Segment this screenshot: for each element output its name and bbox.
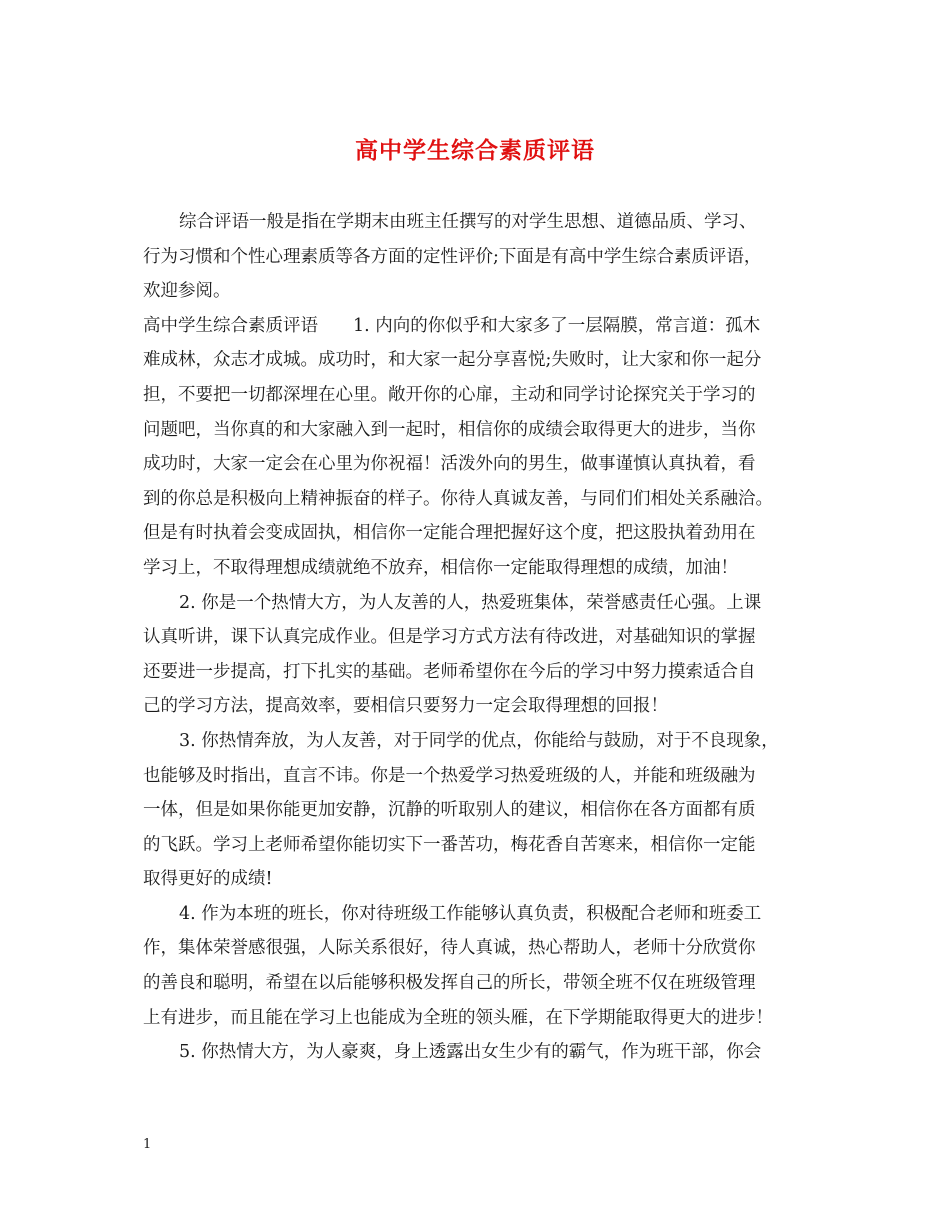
body-line: 作，集体荣誉感很强，人际关系很好，待人真诚，热心帮助人，老师十分欣赏你 bbox=[143, 938, 756, 959]
page-number: 1 bbox=[143, 1137, 152, 1152]
body-line: 综合评语一般是指在学期末由班主任撰写的对学生思想、道德品质、学习、 bbox=[179, 212, 757, 232]
body-line: 2. 你是一个热情大方，为人友善的人，热爱班集体，荣誉感责任心强。上课 bbox=[179, 592, 762, 613]
body-line: 己的学习方法，提高效率，要相信只要努力一定会取得理想的回报！ bbox=[143, 696, 668, 717]
body-line: 行为习惯和个性心理素质等各方面的定性评价;下面是有高中学生综合素质评语， bbox=[143, 246, 762, 267]
body-line: 担，不要把一切都深埋在心里。敞开你的心扉，主动和同学讨论探究关于学习的 bbox=[143, 384, 756, 405]
body-line: 也能够及时指出，直言不讳。你是一个热爱学习热爱班级的人，并能和班级融为 bbox=[143, 765, 756, 786]
body-line: 的善良和聪明，希望在以后能够积极发挥自己的所长，带领全班不仅在班级管理 bbox=[143, 973, 756, 994]
body-line: 3. 你热情奔放，为人友善，对于同学的优点，你能给与鼓励，对于不良现象， bbox=[179, 730, 779, 751]
body-line: 一体，但是如果你能更加安静，沉静的听取别人的建议，相信你在各方面都有质 bbox=[143, 800, 756, 821]
body-line: 的飞跃。学习上老师希望你能切实下一番苦功，梅花香自苦寒来，相信你一定能 bbox=[143, 834, 756, 855]
body-line: 欢迎参阅。 bbox=[143, 281, 231, 302]
body-line: 但是有时执着会变成固执，相信你一定能合理把握好这个度，把这股执着劲用在 bbox=[143, 523, 756, 544]
body-line: 5. 你热情大方，为人豪爽，身上透露出女生少有的霸气，作为班干部，你会 bbox=[179, 1042, 762, 1063]
body-line: 难成林，众志才成城。成功时，和大家一起分享喜悦;失败时，让大家和你一起分 bbox=[143, 350, 762, 371]
body-line: 高中学生综合素质评语 1. 内向的你似乎和大家多了一层隔膜，常言道：孤木 bbox=[143, 315, 761, 336]
body-line: 4. 作为本班的班长，你对待班级工作能够认真负责，积极配合老师和班委工 bbox=[179, 903, 762, 924]
body-line: 问题吧，当你真的和大家融入到一起时，相信你的成绩会取得更大的进步，当你 bbox=[143, 419, 756, 440]
body-line: 成功时，大家一定会在心里为你祝福！活泼外向的男生，做事谨慎认真执着，看 bbox=[143, 454, 756, 475]
body-line: 学习上，不取得理想成绩就绝不放弃，相信你一定能取得理想的成绩，加油！ bbox=[143, 557, 738, 578]
body-line: 认真听讲，课下认真完成作业。但是学习方式方法有待改进，对基础知识的掌握 bbox=[143, 627, 756, 648]
body-line: 上有进步，而且能在学习上也能成为全班的领头雁，在下学期能取得更大的进步！ bbox=[143, 1007, 773, 1028]
body-line: 取得更好的成绩! bbox=[143, 869, 273, 890]
document-body bbox=[143, 205, 823, 1070]
document-title: 高中学生综合素质评语 bbox=[355, 137, 595, 164]
body-line: 还要进一步提高，打下扎实的基础。老师希望你在今后的学习中努力摸索适合自 bbox=[143, 661, 756, 682]
body-line: 到的你总是积极向上精神振奋的样子。你待人真诚友善，与同们们相处关系融洽。 bbox=[143, 488, 773, 509]
